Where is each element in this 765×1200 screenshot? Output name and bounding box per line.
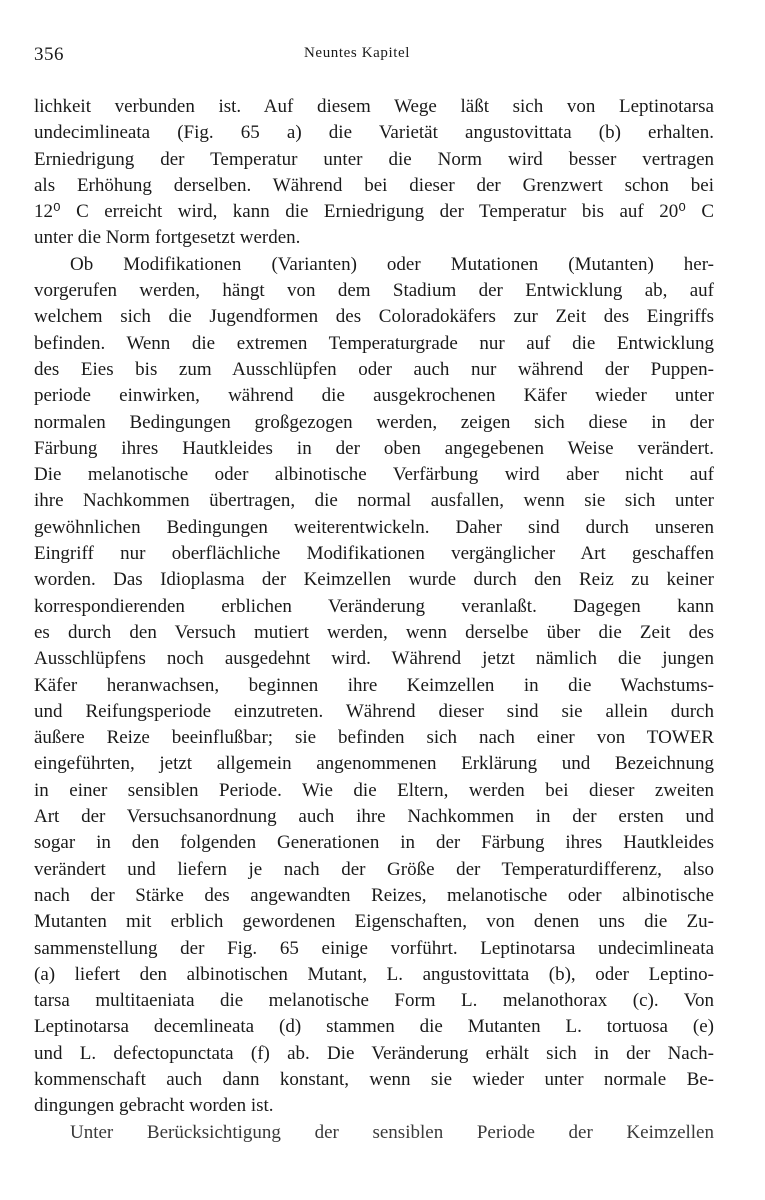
text-line: und L. defectopunctata (f) ab. Die Veränderung erhält sich in der Nach-: [34, 1042, 714, 1064]
text-line: und Reifungsperiode einzutreten. Während dieser sind sie allein durch: [34, 700, 714, 722]
text-line: tarsa multitaeniata die melanotische Form L. melanothorax (c). Von: [34, 990, 714, 1012]
page-header: [34, 44, 714, 74]
text-line: sammenstellung der Fig. 65 einige vorführt. Leptinotarsa undecimlineata: [34, 937, 714, 959]
text-line: sogar in den folgenden Generationen in der Färbung ihres Hautkleides: [34, 832, 714, 854]
text-line: gewöhnlichen Bedingungen weiterentwickeln. Daher sind durch unseren: [34, 516, 714, 538]
text-line: Die melanotische oder albinotische Verfärbung wird aber nicht auf: [34, 464, 714, 486]
text-line: Art der Versuchsanordnung auch ihre Nachkommen in der ersten und: [34, 806, 714, 828]
text-line: worden. Das Idioplasma der Keimzellen wurde durch den Reiz zu keiner: [34, 569, 714, 591]
text-line: als Erhöhung derselben. Während bei dieser der Grenzwert schon bei: [34, 174, 714, 196]
text-line: Mutanten mit erblich gewordenen Eigenschaften, von denen uns die Zu-: [34, 911, 714, 933]
text-line: Unter Berücksichtigung der sensiblen Periode der Keimzellen: [70, 1121, 714, 1143]
text-line: Ob Modifikationen (Varianten) oder Mutationen (Mutanten) her-: [70, 253, 714, 275]
text-line: lichkeit verbunden ist. Auf diesem Wege läßt sich von Leptinotarsa: [34, 96, 714, 117]
text-line: normalen Bedingungen großgezogen werden, zeigen sich diese in der: [34, 411, 714, 433]
text-line: befinden. Wenn die extremen Temperaturgrade nur auf die Entwicklung: [34, 332, 714, 354]
text-line: (a) liefert den albinotischen Mutant, L. angustovittata (b), oder Leptino-: [34, 963, 714, 985]
text-line: dingungen gebracht worden ist.: [34, 1095, 274, 1117]
text-line: eingeführten, jetzt allgemein angenommenen Erklärung und Bezeichnung: [34, 753, 714, 775]
text-line: es durch den Versuch mutiert werden, wenn derselbe über die Zeit des: [34, 621, 714, 643]
text-line: Färbung ihres Hautkleides in der oben angegebenen Weise verändert.: [34, 437, 714, 459]
text-line: Eingriff nur oberflächliche Modifikationen vergänglicher Art geschaffen: [34, 543, 714, 565]
page-number: 356: [34, 44, 64, 65]
text-line: undecimlineata (Fig. 65 a) die Varietät angustovittata (b) erhalten.: [34, 122, 714, 144]
text-line: 12⁰ C erreicht wird, kann die Erniedrigung der Temperatur bis auf 20⁰ C: [34, 201, 714, 223]
text-line: unter die Norm fortgesetzt werden.: [34, 227, 301, 249]
body-text: [34, 94, 714, 1146]
text-line: ihre Nachkommen übertragen, die normal ausfallen, wenn sie sich unter: [34, 490, 714, 512]
text-line: Leptinotarsa decemlineata (d) stammen die Mutanten L. tortuosa (e): [34, 1016, 714, 1038]
text-line: Ausschlüpfens noch ausgedehnt wird. Während jetzt nämlich die jungen: [34, 648, 714, 670]
text-line: vorgerufen werden, hängt von dem Stadium der Entwicklung ab, auf: [34, 280, 714, 302]
text-line: verändert und liefern je nach der Größe der Temperaturdifferenz, also: [34, 858, 714, 880]
text-line: kommenschaft auch dann konstant, wenn sie wieder unter normale Be-: [34, 1068, 714, 1090]
text-line: Erniedrigung der Temperatur unter die Norm wird besser vertragen: [34, 148, 714, 170]
text-line: korrespondierenden erblichen Veränderung veranlaßt. Dagegen kann: [34, 595, 714, 617]
text-line: Käfer heranwachsen, beginnen ihre Keimzellen in die Wachstums-: [34, 674, 714, 696]
text-line: in einer sensiblen Periode. Wie die Eltern, werden bei dieser zweiten: [34, 779, 714, 801]
text-line: periode einwirken, während die ausgekrochenen Käfer wieder unter: [34, 385, 714, 407]
text-line: äußere Reize beeinflußbar; sie befinden sich nach einer von TOWER: [34, 727, 714, 749]
running-head: Neuntes Kapitel: [304, 45, 411, 61]
text-line: welchem sich die Jugendformen des Coloradokäfers zur Zeit des Eingriffs: [34, 306, 714, 328]
text-line: nach der Stärke des angewandten Reizes, melanotische oder albinotische: [34, 884, 714, 906]
text-line: des Eies bis zum Ausschlüpfen oder auch nur während der Puppen-: [34, 358, 714, 380]
